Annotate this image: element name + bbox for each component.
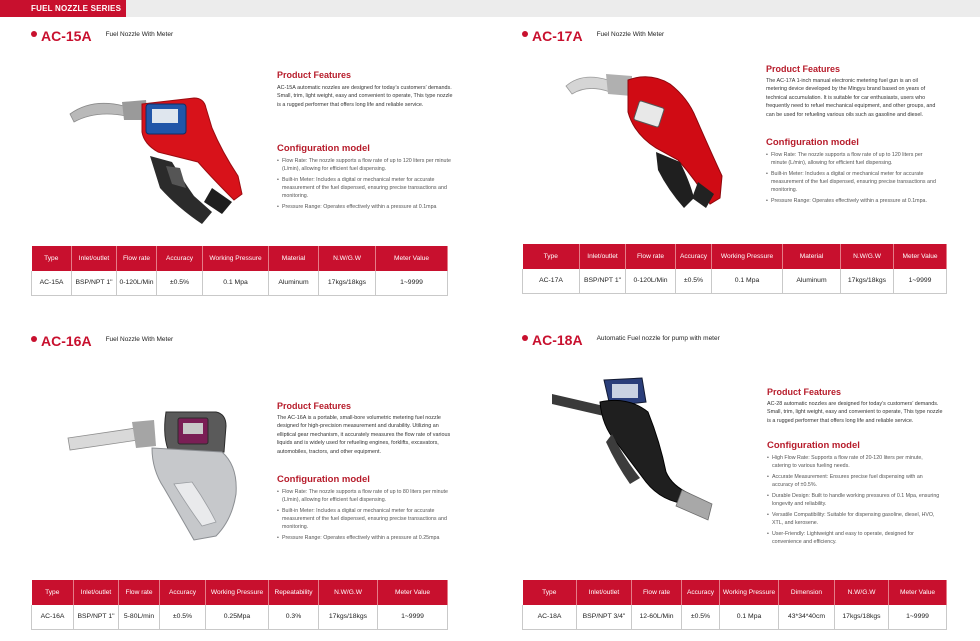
header-meter: Meter Value [894, 244, 947, 269]
features-text: AC-28 automatic nozzles are designed for today’s customers’ demands. Small, trim, light weight, easy and convenient to operate, This type nozzle is a rugged performer that offers long life and reliable service. [767, 401, 943, 424]
cell-inlet: BSP/NPT 1" [74, 605, 119, 629]
header-weight: N.W/G.W [841, 244, 894, 269]
config-title: Configuration model [277, 143, 370, 154]
header-inlet: Inlet/outlet [72, 246, 117, 271]
header-weight: N.W/G.W [319, 580, 378, 605]
cell-flow: 0-120L/Min [626, 269, 676, 293]
model-heading [522, 27, 664, 45]
config-list [277, 158, 455, 215]
header-inlet: Inlet/outlet [577, 580, 632, 605]
header-col6: Material [269, 246, 319, 271]
cell-meter: 1~9999 [378, 605, 448, 629]
model-code: AC-18A [532, 331, 583, 348]
header-meter: Meter Value [378, 580, 448, 605]
spec-data-row [523, 605, 947, 629]
header-meter: Meter Value [376, 246, 448, 271]
features-text: The AC-16A is a portable, small-bore volumetric metering fuel nozzle designed for high-precision measurement and durability. Utilizing an elliptical gear mechanism, it accurately measures the flow rate of various liquids and is widely used for refueling engines, forklifts, excavators, automobiles, tractors, and other equipment. [277, 415, 451, 455]
config-item: • Built-in Meter: Includes a digital or mechanical meter for accurate measurement of the fuel dispensed, ensuring precise transactions and monitoring. [277, 508, 455, 531]
header-inlet: Inlet/outlet [580, 244, 626, 269]
header-type: Type [32, 580, 74, 605]
spec-table [522, 244, 947, 294]
header-col6: Repeatability [269, 580, 319, 605]
spec-data-row [32, 271, 448, 295]
model-code: AC-15A [41, 27, 92, 44]
config-title: Configuration model [767, 440, 860, 451]
spec-header-row [32, 580, 448, 605]
spec-data-row [32, 605, 448, 629]
header-weight: N.W/G.W [835, 580, 889, 605]
header-type: Type [32, 246, 72, 271]
cell-accuracy: ±0.5% [682, 605, 720, 629]
fuel-nozzle-ac18a-image [550, 372, 724, 522]
model-code: AC-17A [532, 27, 583, 44]
header-flow: Flow rate [626, 244, 676, 269]
cell-accuracy: ±0.5% [676, 269, 712, 293]
fuel-nozzle-ac16a-image [66, 408, 250, 548]
bullet-dot-icon [31, 336, 37, 342]
cell-flow: 5-80L/min [119, 605, 160, 629]
cell-weight: 17kgs/18kgs [319, 271, 376, 295]
header-col6: Material [783, 244, 841, 269]
cell-meter: 1~9999 [376, 271, 448, 295]
spec-header-row [523, 580, 947, 605]
config-item: • Pressure Range: Operates effectively within a pressure at 0.1mpa [277, 204, 455, 212]
spec-table [522, 580, 947, 630]
config-list [766, 152, 938, 209]
config-list [277, 489, 455, 546]
features-title: Product Features [767, 387, 842, 397]
model-heading [31, 332, 173, 350]
cell-flow: 12-60L/Min [632, 605, 682, 629]
header-col6: Dimension [779, 580, 835, 605]
cell-col6: Aluminum [269, 271, 319, 295]
config-item: • Built-in Meter: Includes a digital or mechanical meter for accurate measurement of the fuel dispensed, ensuring precise transactions and monitoring. [277, 177, 455, 200]
bullet-dot-icon [522, 335, 528, 341]
config-item: • Versatile Compatibility: Suitable for dispensing gasoline, diesel, HVO, XTL, and kerosene. [767, 512, 943, 528]
cell-type: AC-18A [523, 605, 577, 629]
config-title: Configuration model [766, 137, 859, 148]
cell-type: AC-17A [523, 269, 580, 293]
header-flow: Flow rate [632, 580, 682, 605]
spec-data-row [523, 269, 947, 293]
cell-col6: 0.3% [269, 605, 319, 629]
features-title: Product Features [277, 401, 352, 411]
config-item: • Accurate Measurement: Ensures precise fuel dispensing with an accuracy of ±0.5%. [767, 474, 943, 490]
features-text: The AC-17A 1-inch manual electronic metering fuel gun is an oil metering device developed by the Mingyu brand based on years of technical accumulation. It is suitable for car enthusiasts, users who frequently need to refuel mechanical equipment, and other groups, and can be used for refueling various oils such as gasoline and diesel. [766, 78, 936, 118]
top-bar [0, 0, 980, 17]
bullet-dot-icon [522, 31, 528, 37]
cell-inlet: BSP/NPT 1" [580, 269, 626, 293]
header-accuracy: Accuracy [682, 580, 720, 605]
cell-meter: 1~9999 [894, 269, 947, 293]
model-code: AC-16A [41, 332, 92, 349]
model-heading [31, 27, 173, 45]
header-pressure: Working Pressure [203, 246, 269, 271]
features-title: Product Features [766, 64, 841, 74]
header-weight: N.W/G.W [319, 246, 376, 271]
bullet-dot-icon [31, 31, 37, 37]
features-text: AC-15A automatic nozzles are designed for today’s customers’ demands. Small, trim, light weight, easy and convenient to operate, This type nozzle is a rugged performer that offers long life and reliable service. [277, 85, 453, 108]
config-item: • Flow Rate: The nozzle supports a flow rate of up to 80 liters per minute (L/min), allowing for efficient fuel dispensing. [277, 489, 455, 505]
cell-type: AC-16A [32, 605, 74, 629]
config-item: • Durable Design: Built to handle working pressures of 0.1 Mpa, ensuring longevity and reliability. [767, 493, 943, 509]
header-type: Type [523, 244, 580, 269]
header-accuracy: Accuracy [160, 580, 206, 605]
cell-type: AC-15A [32, 271, 72, 295]
header-accuracy: Accuracy [676, 244, 712, 269]
cell-pressure: 0.1 Mpa [720, 605, 779, 629]
config-item: • Pressure Range: Operates effectively within a pressure at 0.25mpa [277, 535, 455, 543]
header-flow: Flow rate [119, 580, 160, 605]
header-pressure: Working Pressure [712, 244, 783, 269]
header-pressure: Working Pressure [720, 580, 779, 605]
config-item: • High Flow Rate: Supports a flow rate of 20-120 liters per minute, catering to various fueling needs. [767, 455, 943, 471]
spec-header-row [32, 246, 448, 271]
config-item: • User-Friendly: Lightweight and easy to operate, designed for convenience and efficiency. [767, 531, 943, 547]
header-meter: Meter Value [889, 580, 947, 605]
cell-col6: 43*34*40cm [779, 605, 835, 629]
cell-pressure: 0.1 Mpa [203, 271, 269, 295]
cell-flow: 0-120L/Min [117, 271, 157, 295]
cell-inlet: BSP/NPT 1" [72, 271, 117, 295]
config-title: Configuration model [277, 474, 370, 485]
model-heading [522, 331, 720, 349]
model-subtitle: Automatic Fuel nozzle for pump with meter [596, 335, 720, 343]
cell-pressure: 0.25Mpa [206, 605, 269, 629]
model-subtitle: Fuel Nozzle With Meter [596, 31, 665, 39]
config-item: • Flow Rate: The nozzle supports a flow rate of up to 120 liters per minute (L/min), allowing for efficient fuel dispensing. [766, 152, 938, 168]
cell-weight: 17kgs/18kgs [319, 605, 378, 629]
series-label: FUEL NOZZLE SERIES [0, 0, 126, 17]
config-item: • Pressure Range: Operates effectively within a pressure at 0.1mpa. [766, 198, 938, 206]
model-subtitle: Fuel Nozzle With Meter [105, 31, 174, 39]
fuel-nozzle-ac17a-image [560, 58, 736, 216]
header-type: Type [523, 580, 577, 605]
header-pressure: Working Pressure [206, 580, 269, 605]
features-title: Product Features [277, 70, 352, 80]
header-flow: Flow rate [117, 246, 157, 271]
config-item: • Flow Rate: The nozzle supports a flow rate of up to 120 liters per minute (L/min), allowing for efficient fuel dispensing. [277, 158, 455, 174]
fuel-nozzle-ac15a-image [62, 92, 248, 230]
config-list [767, 455, 943, 550]
cell-pressure: 0.1 Mpa [712, 269, 783, 293]
header-accuracy: Accuracy [157, 246, 203, 271]
cell-weight: 17kgs/18kgs [835, 605, 889, 629]
cell-accuracy: ±0.5% [157, 271, 203, 295]
cell-col6: Aluminum [783, 269, 841, 293]
model-subtitle: Fuel Nozzle With Meter [105, 336, 174, 344]
spec-table [31, 580, 448, 630]
spec-table [31, 246, 448, 296]
header-inlet: Inlet/outlet [74, 580, 119, 605]
config-item: • Built-in Meter: Includes a digital or mechanical meter for accurate measurement of the fuel dispensed, ensuring precise transactions and monitoring. [766, 171, 938, 194]
cell-inlet: BSP/NPT 3/4" [577, 605, 632, 629]
cell-weight: 17kgs/18kgs [841, 269, 894, 293]
spec-header-row [523, 244, 947, 269]
cell-meter: 1~9999 [889, 605, 947, 629]
cell-accuracy: ±0.5% [160, 605, 206, 629]
